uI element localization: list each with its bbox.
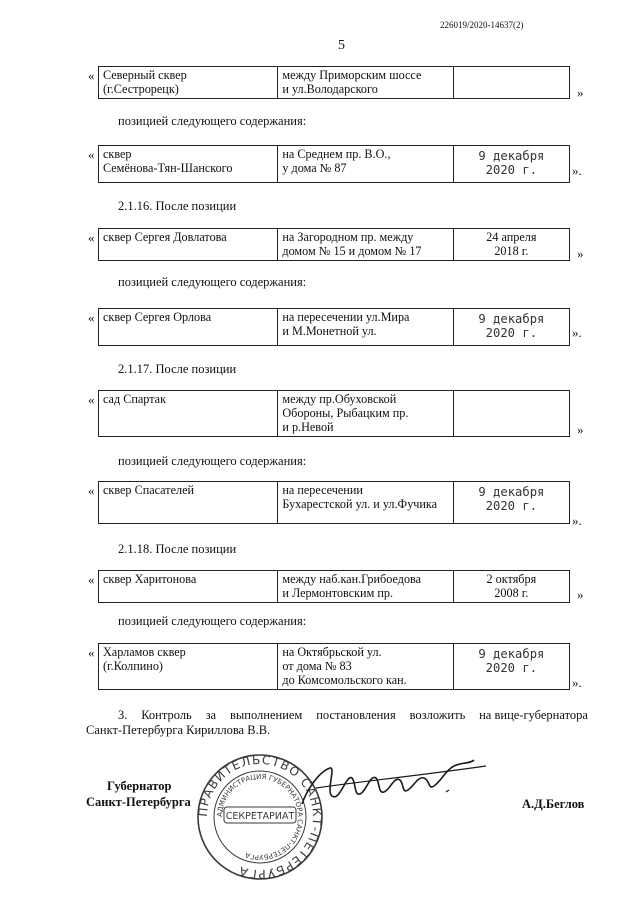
signer-name: А.Д.Беглов	[522, 797, 585, 811]
location-cell: на Загородном пр. между домом № 15 и домом № 17	[278, 229, 453, 261]
document-number: 226019/2020-14637(2)	[440, 20, 524, 30]
date-cell: 9 декабря 2020 г.	[453, 146, 569, 183]
open-quote: «	[88, 392, 95, 407]
section-heading-2-1-18: 2.1.18. После позиции	[118, 542, 237, 556]
date-cell: 2 октября 2008 г.	[453, 571, 569, 603]
close-quote: ».	[572, 675, 582, 690]
table-old-position-1	[98, 66, 570, 99]
park-name-cell: Северный сквер (г.Сестрорецк)	[99, 67, 278, 99]
control-clause: 3. Контроль за выполнением постановления возложить на вице-губернатора	[118, 708, 588, 722]
park-name-cell: сквер Харитонова	[99, 571, 278, 603]
paragraph-text: позицией следующего содержания:	[118, 275, 307, 289]
close-quote: »	[577, 246, 584, 261]
location-cell: между пр.Обуховской Обороны, Рыбацким пр. и р.Невой	[278, 391, 453, 437]
date-cell: 9 декабря 2020 г.	[453, 644, 569, 690]
park-name-cell: сквер Сергея Довлатова	[99, 229, 278, 261]
paragraph-text: позицией следующего содержания:	[118, 114, 307, 128]
table-row	[99, 309, 570, 346]
table-row	[99, 146, 570, 183]
table-row	[99, 229, 570, 261]
table-row	[99, 571, 570, 603]
location-cell: между наб.кан.Грибоедова и Лермонтовским пр.	[278, 571, 453, 603]
location-cell: на пересечении ул.Мира и М.Монетной ул.	[278, 309, 453, 346]
close-quote: ».	[572, 513, 582, 528]
control-clause-line2: Санкт-Петербурга Кириллова В.В.	[86, 723, 271, 737]
table-row	[99, 644, 570, 690]
signer-title-line2: Санкт-Петербурга	[86, 795, 191, 809]
date-cell: 24 апреля 2018 г.	[453, 229, 569, 261]
open-quote: «	[88, 572, 95, 587]
open-quote: «	[88, 230, 95, 245]
close-quote: ».	[572, 163, 582, 178]
stamp-outer-text: ПРАВИТЕЛЬСТВО САНКТ-ПЕТЕРБУРГА	[196, 753, 324, 881]
location-cell: на пересечении Бухарестской ул. и ул.Фучика	[278, 482, 453, 524]
date-cell	[453, 391, 569, 437]
park-name-cell: сквер Сергея Орлова	[99, 309, 278, 346]
open-quote: «	[88, 310, 95, 325]
table-old-position-3	[98, 390, 570, 437]
handwritten-signature	[296, 752, 506, 812]
location-cell: на Среднем пр. В.О., у дома № 87	[278, 146, 453, 183]
table-new-position-3	[98, 481, 570, 524]
park-name-cell: сад Спартак	[99, 391, 278, 437]
date-cell: 9 декабря 2020 г.	[453, 482, 569, 524]
date-cell: 9 декабря 2020 г.	[453, 309, 569, 346]
table-new-position-4	[98, 643, 570, 690]
location-cell: между Приморским шоссе и ул.Володарского	[278, 67, 453, 99]
location-cell: на Октябрьской ул. от дома № 83 до Комсомольского кан.	[278, 644, 453, 690]
table-new-position-2	[98, 308, 570, 346]
park-name-cell: сквер Семёнова-Тян-Шанского	[99, 146, 278, 183]
open-quote: «	[88, 68, 95, 83]
close-quote: »	[577, 422, 584, 437]
open-quote: «	[88, 483, 95, 498]
table-row	[99, 391, 570, 437]
stamp-center-text: СЕКРЕТАРИАТ	[225, 811, 295, 822]
table-old-position-2	[98, 228, 570, 261]
section-heading-2-1-16: 2.1.16. После позиции	[118, 199, 237, 213]
page-number: 5	[338, 38, 345, 53]
table-new-position-1	[98, 145, 570, 183]
park-name-cell: Харламов сквер (г.Колпино)	[99, 644, 278, 690]
open-quote: «	[88, 645, 95, 660]
table-row	[99, 67, 570, 99]
close-quote: »	[577, 587, 584, 602]
open-quote: «	[88, 147, 95, 162]
park-name-cell: сквер Спасателей	[99, 482, 278, 524]
paragraph-text: позицией следующего содержания:	[118, 614, 307, 628]
date-cell	[453, 67, 569, 99]
signer-title-line1: Губернатор	[107, 779, 172, 793]
table-old-position-4	[98, 570, 570, 603]
close-quote: »	[577, 85, 584, 100]
table-row	[99, 482, 570, 524]
stamp-inner-text: АДМИНИСТРАЦИЯ ГУБЕРНАТОРА САНКТ-ПЕТЕРБУРГА	[215, 772, 305, 862]
section-heading-2-1-17: 2.1.17. После позиции	[118, 362, 237, 376]
paragraph-text: позицией следующего содержания:	[118, 454, 307, 468]
close-quote: ».	[572, 325, 582, 340]
